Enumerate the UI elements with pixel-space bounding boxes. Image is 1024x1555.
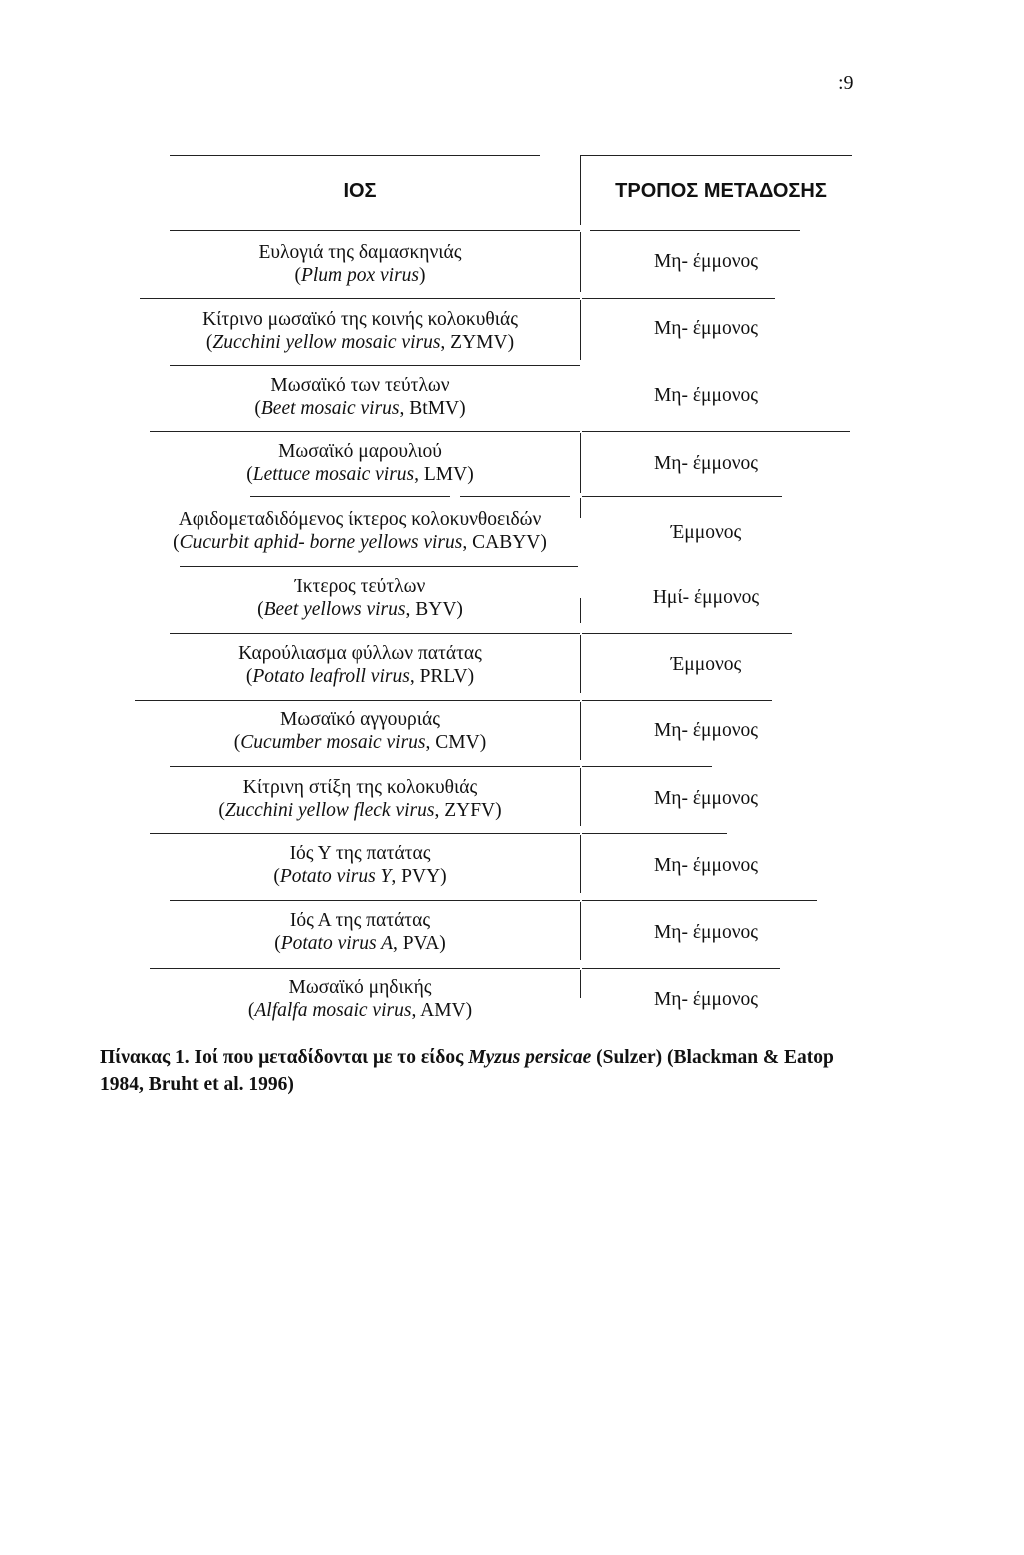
virus-latin-name: (Cucurbit aphid- borne yellows virus, CABYV) (173, 532, 547, 553)
transmission-column-header: ΤΡΟΠΟΣ ΜΕΤΑΔΟΣΗΣ (615, 180, 827, 202)
virus-name-cell (95, 241, 625, 287)
virus-latin-name: (Beet yellows virus, BYV) (257, 599, 463, 620)
virus-greek-name: Αφιδομεταδιδόμενος ίκτερος κολοκυνθοειδών (178, 509, 542, 530)
transmission-mode-cell: Μη- έμμονος (653, 720, 759, 741)
row-separator (460, 496, 570, 497)
virus-greek-name: Μωσαϊκό μαρουλιού (278, 441, 442, 462)
virus-greek-name: Κίτρινη στίξη της κολοκυθιάς (242, 777, 478, 798)
row-separator (250, 496, 450, 497)
row-separator (180, 566, 578, 567)
virus-name-cell (95, 575, 625, 621)
virus-latin-name: (Potato virus Y, PVY) (273, 866, 447, 887)
virus-greek-name: Ίκτερος τεύτλων (294, 576, 426, 597)
row-separator (150, 431, 580, 432)
header-bottom-rule-left (170, 230, 580, 231)
virus-name-cell (95, 776, 625, 822)
virus-column-header: ΙΟΣ (343, 180, 377, 202)
row-separator (582, 700, 772, 701)
virus-greek-name: Καρούλιασμα φύλλων πατάτας (238, 643, 482, 664)
virus-greek-name: Ευλογιά της δαμασκηνιάς (258, 242, 462, 263)
virus-latin-name: (Zucchini yellow mosaic virus, ZYMV) (205, 332, 515, 353)
row-separator (150, 833, 580, 834)
row-separator (140, 298, 580, 299)
row-separator (582, 633, 792, 634)
table-top-rule-left (170, 155, 540, 156)
transmission-mode-cell: Μη- έμμονος (653, 251, 759, 272)
row-separator (582, 431, 850, 432)
virus-latin-name: (Beet mosaic virus, BtMV) (254, 398, 466, 419)
virus-name-cell (95, 374, 625, 420)
virus-name-cell (95, 976, 625, 1022)
virus-latin-name: (Zucchini yellow fleck virus, ZYFV) (218, 800, 502, 821)
transmission-mode-cell: Έμμονος (670, 654, 742, 675)
virus-latin-name: (Potato leafroll virus, PRLV) (245, 666, 475, 687)
row-separator (170, 633, 580, 634)
virus-name-cell (95, 642, 625, 688)
virus-greek-name: Μωσαϊκό μηδικής (288, 977, 432, 998)
virus-greek-name: Ιός Υ της πατάτας (289, 843, 431, 864)
transmission-mode-cell: Έμμονος (670, 522, 742, 543)
transmission-mode-cell: Μη- έμμονος (653, 788, 759, 809)
transmission-mode-cell: Μη- έμμονος (653, 922, 759, 943)
virus-name-cell (95, 842, 625, 888)
virus-latin-name: (Plum pox virus) (294, 265, 426, 286)
transmission-mode-cell: Μη- έμμονος (653, 318, 759, 339)
transmission-mode-cell: Μη- έμμονος (653, 385, 759, 406)
virus-latin-name: (Alfalfa mosaic virus, AMV) (247, 1000, 473, 1021)
row-separator (150, 968, 580, 969)
virus-greek-name: Κίτρινο μωσαϊκό της κοινής κολοκυθιάς (202, 309, 518, 330)
virus-greek-name: Μωσαϊκό των τεύτλων (270, 375, 450, 396)
column-divider-header (580, 155, 581, 225)
header-bottom-rule-right (590, 230, 800, 231)
row-separator (135, 700, 580, 701)
virus-latin-name: (Lettuce mosaic virus, LMV) (246, 464, 474, 485)
virus-name-cell (95, 308, 625, 354)
row-separator (582, 833, 727, 834)
transmission-mode-cell: Μη- έμμονος (653, 989, 759, 1010)
transmission-mode-cell: Μη- έμμονος (653, 453, 759, 474)
virus-latin-name: (Potato virus A, PVA) (274, 933, 446, 954)
virus-greek-name: Ιός Α της πατάτας (289, 910, 431, 931)
table-top-rule-right (580, 155, 852, 156)
virus-name-cell (95, 440, 625, 486)
virus-name-cell (95, 508, 625, 554)
page-number: :9 (838, 72, 854, 94)
row-separator (582, 968, 780, 969)
row-separator (170, 766, 580, 767)
transmission-mode-cell: Μη- έμμονος (653, 855, 759, 876)
virus-name-cell (95, 708, 625, 754)
row-separator (170, 900, 580, 901)
row-separator (582, 900, 817, 901)
virus-latin-name: (Cucumber mosaic virus, CMV) (233, 732, 487, 753)
transmission-mode-cell: Ημί- έμμονος (652, 587, 760, 608)
row-separator (582, 766, 712, 767)
row-separator (582, 496, 782, 497)
table-caption: Πίνακας 1. Ιοί που μεταδίδονται με το είδος Myzus persicae (Sulzer) (Blackman & Eatop 1984, Bruht et al. 1996) (100, 1047, 834, 1095)
virus-name-cell (95, 909, 625, 955)
row-separator (170, 365, 580, 366)
row-separator (582, 298, 775, 299)
virus-greek-name: Μωσαϊκό αγγουριάς (280, 709, 440, 730)
